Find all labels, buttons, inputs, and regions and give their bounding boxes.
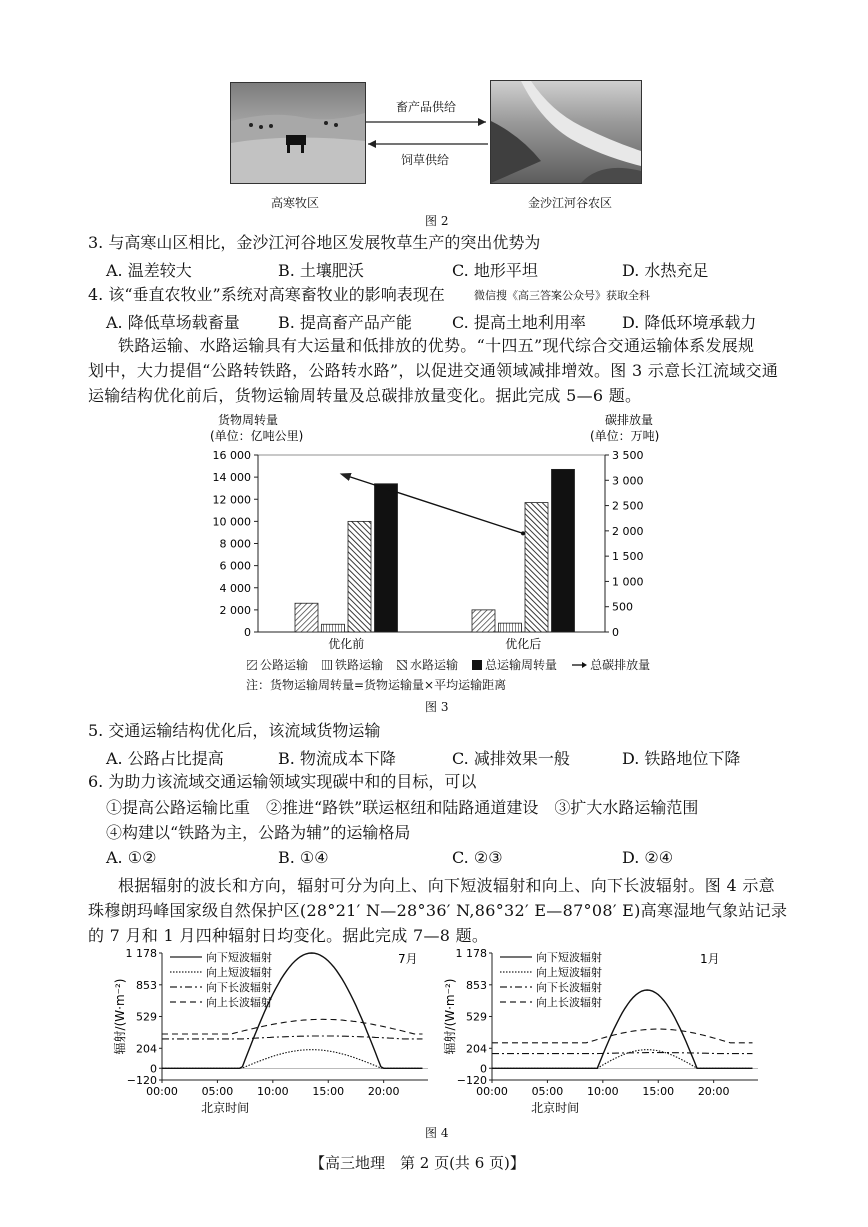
paragraph-2-line-3: 的 7 月和 1 月四种辐射日均变化。据此完成 7—8 题。	[88, 926, 489, 945]
left-axis-title: 货物周转量	[218, 413, 279, 427]
curve-up-longwave	[162, 1019, 423, 1034]
y-tick-label: 853	[136, 978, 157, 992]
figure-label: 图 2	[425, 214, 449, 228]
x-tick-label: 05:00	[531, 1085, 564, 1098]
bar-road	[295, 603, 318, 632]
legend-carbon-swatch	[571, 660, 587, 670]
bar-total	[375, 484, 398, 632]
legend-total	[472, 656, 557, 673]
q3-option-d[interactable]: D. 水热充足	[622, 261, 709, 280]
left-tick-label: 2 000	[219, 603, 251, 617]
radiation-charts	[110, 945, 760, 1125]
q6-option-b[interactable]: B. ①④	[278, 848, 329, 867]
watermark-text: 微信搜《高三答案公众号》获取全科	[474, 289, 650, 302]
paragraph-1-line-2: 划中，大力提倡“公路转铁路，公路转水路”，以促进交通领域减排增效。图 3 示意长江流域交通	[88, 361, 779, 380]
legend-road-swatch	[247, 660, 257, 670]
legend-water-swatch	[397, 660, 407, 670]
x-tick-label: 10:00	[256, 1085, 289, 1098]
legend-road-label: 公路运输	[260, 658, 309, 672]
y-tick-label: 1 178	[125, 947, 157, 960]
y-tick-label: 0	[480, 1062, 487, 1076]
legend-total-swatch	[472, 660, 482, 670]
left-tick-label: 10 000	[212, 515, 251, 529]
left-axis-unit: (单位：亿吨公里)	[210, 429, 304, 443]
x-tick-label: 20:00	[697, 1085, 730, 1098]
legend-water-label: 水路运输	[410, 658, 459, 672]
legend-down-longwave-label: 向下长波辐射	[536, 981, 602, 994]
left-tick-label: 4 000	[219, 581, 251, 595]
legend-water	[397, 656, 458, 673]
month-label: 1月	[700, 952, 720, 966]
legend-down-shortwave-label: 向下短波辐射	[536, 951, 602, 964]
month-label: 7月	[398, 952, 418, 966]
fig3-label: 图 3	[425, 700, 449, 714]
legend-rail	[322, 656, 383, 673]
q4-option-d[interactable]: D. 降低环境承载力	[622, 313, 757, 332]
curve-up-shortwave	[162, 1050, 423, 1069]
y-tick-label: 529	[466, 1010, 487, 1024]
right-tick-label: 3 500	[612, 449, 644, 462]
x-axis-title: 北京时间	[201, 1101, 250, 1115]
pasture-scene	[231, 83, 365, 183]
x-tick-label: 00:00	[146, 1085, 178, 1098]
legend-down-longwave-label: 向下长波辐射	[206, 981, 272, 994]
x-axis-title: 北京时间	[531, 1101, 580, 1115]
legend-road	[247, 656, 308, 673]
bar-road	[472, 610, 495, 632]
x-tick-label: 00:00	[476, 1085, 508, 1098]
q6-option-d[interactable]: D. ②④	[622, 848, 674, 867]
question-5-stem: 5. 交通运输结构优化后，该流域货物运输	[88, 721, 381, 740]
legend-total-label: 总运输周转量	[485, 658, 558, 672]
right-axis-unit: (单位：万吨)	[590, 429, 660, 443]
right-tick-label: 3 000	[612, 474, 644, 488]
fig3-legend	[247, 656, 650, 673]
paragraph-1-line-1: 铁路运输、水路运输具有大运量和低排放的优势。“十四五”现代综合交通运输体系发展规	[118, 336, 755, 355]
q5-option-c[interactable]: C. 减排效果一般	[452, 749, 570, 768]
photo-jinsha-valley	[490, 80, 642, 184]
q6-option-a[interactable]: A. ①②	[106, 848, 157, 867]
paragraph-1-line-3: 运输结构优化前后，货物运输周转量及总碳排放量变化。据此完成 5—6 题。	[88, 386, 642, 405]
q5-option-d[interactable]: D. 铁路地位下降	[622, 749, 741, 768]
y-tick-label: 529	[136, 1010, 157, 1024]
q5-option-a[interactable]: A. 公路占比提高	[106, 749, 224, 768]
photo-highland-pasture	[230, 82, 366, 184]
right-axis-title: 碳排放量	[605, 413, 654, 427]
right-tick-label: 2 500	[612, 499, 644, 513]
x-tick-label: 05:00	[201, 1085, 234, 1098]
right-tick-label: 1 500	[612, 550, 644, 564]
bar-total	[552, 469, 575, 632]
carbon-emission-line	[345, 475, 523, 533]
legend-rail-swatch	[322, 660, 332, 670]
legend-up-shortwave-label: 向上短波辐射	[536, 966, 602, 979]
fig3-note: 注：货物运输周转量=货物运输量×平均运输距离	[246, 678, 507, 692]
legend-rail-label: 铁路运输	[335, 658, 384, 672]
y-axis-title: 辐射/(W·m⁻²)	[113, 978, 127, 1055]
page-footer: 【高三地理 第 2 页(共 6 页)】	[310, 1154, 525, 1172]
q3-option-a[interactable]: A. 温差较大	[106, 261, 192, 280]
valley-scene	[491, 81, 641, 183]
fig4-label: 图 4	[425, 1126, 449, 1140]
right-tick-label: 0	[612, 626, 619, 639]
left-tick-label: 6 000	[219, 559, 251, 573]
bar-water	[525, 503, 548, 632]
right-tick-label: 1 000	[612, 575, 644, 589]
y-tick-label: 204	[136, 1042, 157, 1056]
x-tick-label: 15:00	[312, 1085, 345, 1098]
y-tick-label: 204	[466, 1042, 487, 1056]
q3-option-c[interactable]: C. 地形平坦	[452, 261, 538, 280]
curve-down-longwave	[492, 1053, 753, 1054]
paragraph-2-line-1: 根据辐射的波长和方向，辐射可分为向上、向下短波辐射和向上、向下长波辐射。图 4 示意	[118, 876, 775, 895]
x-tick-label: 15:00	[642, 1085, 675, 1098]
legend-up-shortwave-label: 向上短波辐射	[206, 966, 272, 979]
left-tick-label: 8 000	[219, 537, 251, 551]
q5-option-b[interactable]: B. 物流成本下降	[278, 749, 396, 768]
left-tick-label: 14 000	[212, 471, 251, 485]
left-tick-label: 12 000	[212, 493, 251, 507]
y-tick-label: 853	[466, 978, 487, 992]
q6-option-c[interactable]: C. ②③	[452, 848, 503, 867]
carbon-point-after	[521, 531, 525, 535]
curve-down-longwave	[162, 1036, 423, 1039]
legend-up-longwave-label: 向上长波辐射	[206, 996, 272, 1009]
q6-items-line-1: ①提高公路运输比重 ②推进“路铁”联运枢纽和陆路通道建设 ③扩大水路运输范围	[106, 798, 699, 817]
arrow-label-forage: 饲草供给	[401, 153, 450, 167]
q4-option-c[interactable]: C. 提高土地利用率	[452, 313, 586, 332]
y-tick-label: 1 178	[455, 947, 487, 960]
right-tick-label: 500	[612, 600, 633, 614]
q4-option-a[interactable]: A. 降低草场载畜量	[106, 313, 240, 332]
left-tick-label: 0	[244, 626, 251, 639]
q3-option-b[interactable]: B. 土壤肥沃	[278, 261, 364, 280]
curve-up-longwave	[492, 1029, 753, 1043]
legend-up-longwave-label: 向上长波辐射	[536, 996, 602, 1009]
y-axis-title: 辐射/(W·m⁻²)	[443, 978, 457, 1055]
bar-rail	[322, 624, 345, 632]
question-6-stem: 6. 为助力该流域交通运输领域实现碳中和的目标，可以	[88, 772, 477, 791]
y-tick-label: −120	[126, 1074, 157, 1087]
question-4-stem: 4. 该“垂直农牧业”系统对高寒畜牧业的影响表现在	[88, 285, 445, 304]
caption-highland: 高寒牧区	[271, 196, 320, 210]
y-tick-label: −120	[456, 1074, 487, 1087]
bar-water	[348, 521, 371, 632]
x-tick-label: 20:00	[367, 1085, 400, 1098]
legend-down-shortwave-label: 向下短波辐射	[206, 951, 272, 964]
question-3-stem: 3. 与高寒山区相比，金沙江河谷地区发展牧草生产的突出优势为	[88, 233, 541, 252]
arrow-label-livestock: 畜产品供给	[396, 100, 457, 114]
x-tick-label: 10:00	[586, 1085, 619, 1098]
caption-valley: 金沙江河谷农区	[528, 196, 613, 210]
left-tick-label: 16 000	[212, 449, 251, 462]
q4-option-b[interactable]: B. 提高畜产品产能	[278, 313, 412, 332]
category-label: 优化后	[505, 637, 542, 651]
legend-carbon-label: 总碳排放量	[590, 658, 651, 672]
right-tick-label: 2 000	[612, 524, 644, 538]
y-tick-label: 0	[150, 1062, 157, 1076]
bar-rail	[499, 623, 522, 632]
legend-carbon	[571, 656, 650, 673]
paragraph-2-line-2: 珠穆朗玛峰国家级自然保护区(28°21′ N—28°36′ N,86°32′ E—87°08′ E)高寒湿地气象站记录	[88, 901, 788, 920]
category-label: 优化前	[328, 637, 365, 651]
q6-items-line-2: ④构建以“铁路为主，公路为辅”的运输格局	[106, 823, 411, 842]
